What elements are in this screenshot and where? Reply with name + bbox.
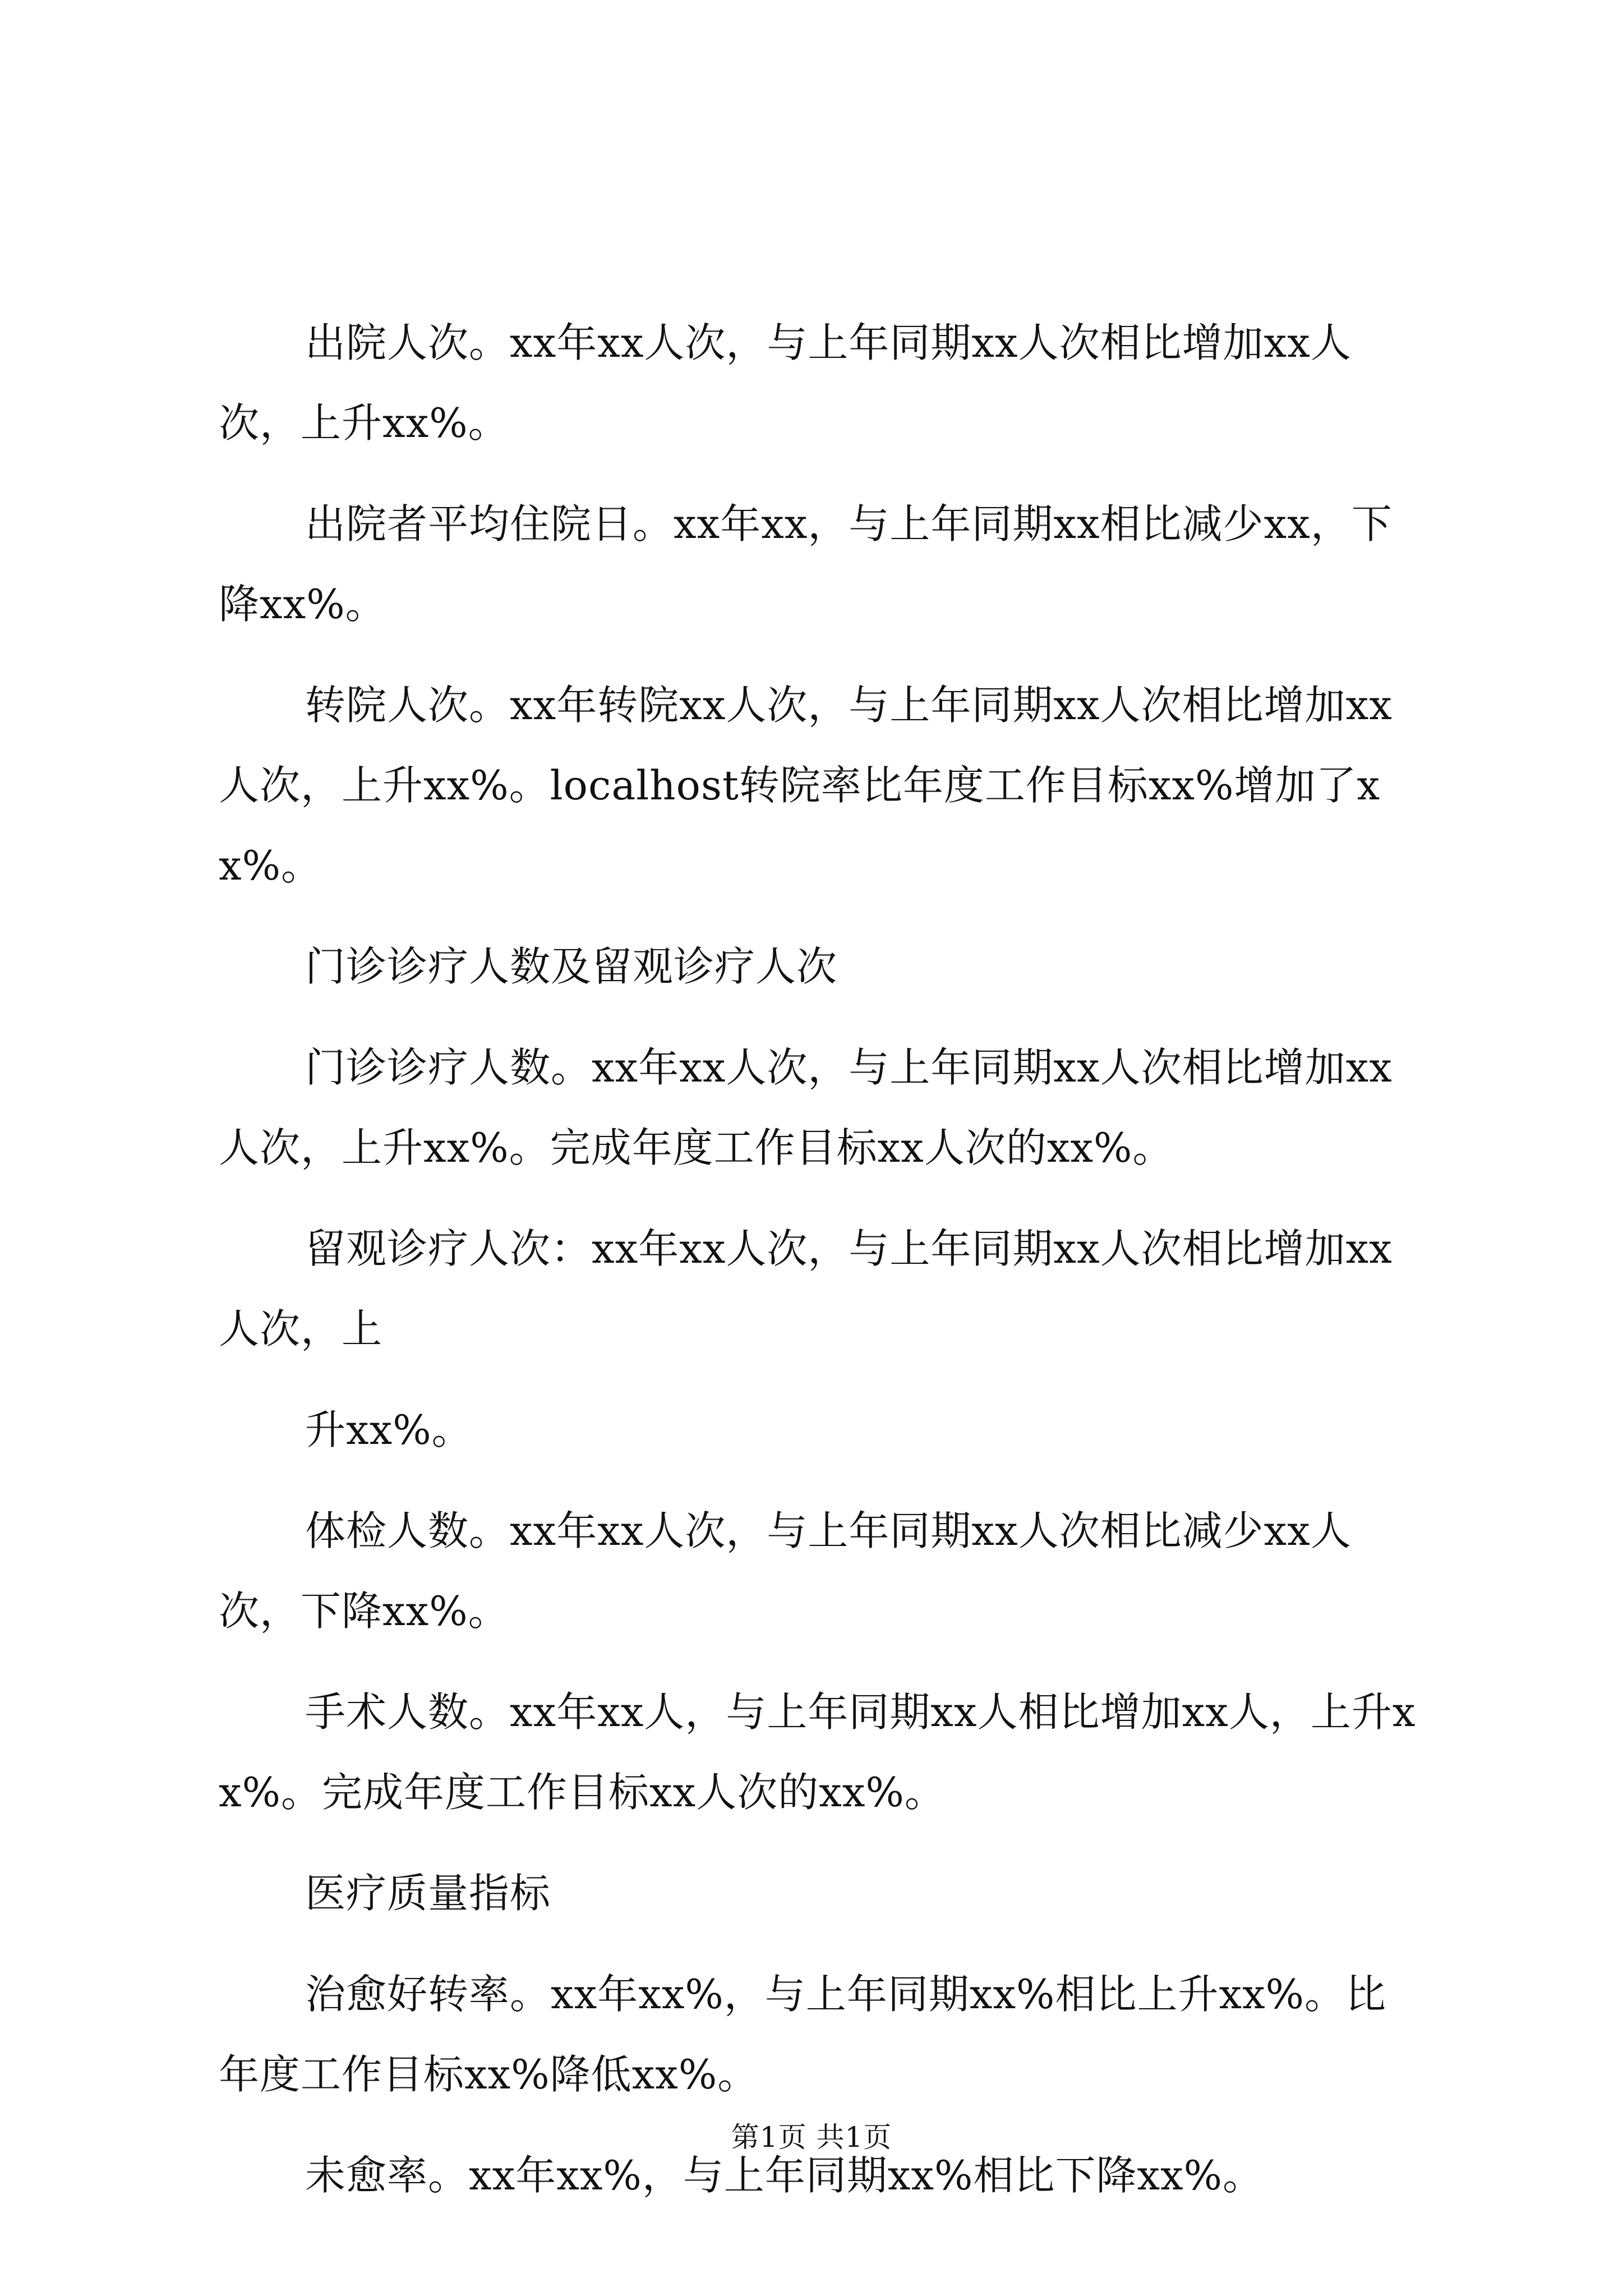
paragraph-uncured-rate: 未愈率。xx年xx%，与上年同期xx%相比下降xx%。 <box>305 2152 1264 2199</box>
section-heading-outpatient: 门诊诊疗人数及留观诊疗人次 <box>305 943 838 990</box>
paragraph-outpatient-count: 门诊诊疗人数。xx年xx人次，与上年同期xx人次相比增加xx人次，上升xx%。完成年度工作目标xx人次的xx%。 <box>219 1044 1393 1171</box>
paragraph-physical-exam-count: 体检人数。xx年xx人次，与上年同期xx人次相比减少xx人次，下降xx%。 <box>219 1507 1352 1635</box>
paragraph-observation-continuation: 升xx%。 <box>305 1406 473 1453</box>
paragraph-average-stay: 出院者平均住院日。xx年xx，与上年同期xx相比减少xx，下降xx%。 <box>219 500 1393 628</box>
document-body <box>219 303 1419 2237</box>
section-heading-quality: 医疗质量指标 <box>305 1870 551 1917</box>
paragraph-surgery-count: 手术人数。xx年xx人，与上年同期xx人相比增加xx人，上升xx%。完成年度工作目标xx人次的xx%。 <box>219 1688 1416 1816</box>
paragraph-transfer-count: 转院人次。xx年转院xx人次，与上年同期xx人次相比增加xx人次，上升xx%。localhost转院率比年度工作目标xx%增加了xx%。 <box>219 682 1393 889</box>
page-footer: 第1页 共1页 <box>731 2121 892 2154</box>
paragraph-discharge-count: 出院人次。xx年xx人次，与上年同期xx人次相比增加xx人次，上升xx%。 <box>219 319 1352 447</box>
paragraph-cure-improvement-rate: 治愈好转率。xx年xx%，与上年同期xx%相比上升xx%。比年度工作目标xx%降低xx%。 <box>219 1971 1387 2098</box>
paragraph-observation-count: 留观诊疗人次：xx年xx人次，与上年同期xx人次相比增加xx人次，上 <box>219 1225 1393 1352</box>
